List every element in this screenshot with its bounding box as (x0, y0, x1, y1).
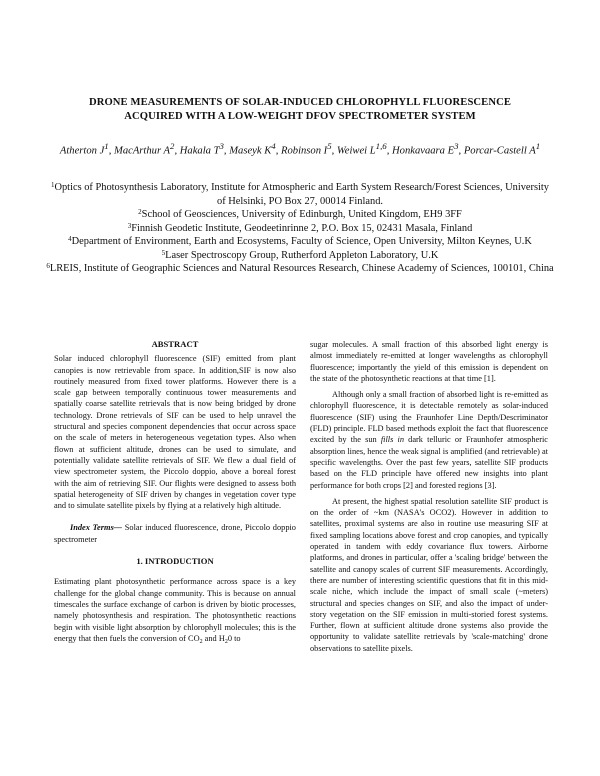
intro-paragraph-3: At present, the highest spatial resolution satellite SIF product is on the order of ~km (NASA's OCO2). However in addition to satellites, proximal systems are also in routine use measuring SIF at fixed sampling locations above forest and crop canopies, and typically operated in tandem with eddy covariance flux towers. Airborne platforms, and drones in particular, offer a 'scaling bridge' between the satellite and canopy scales of current SIF measurements. Accordingly, there are number of interesting scientific questions that fit in this mid-scale niche, which include the impact of small scale (~meters) structural and species changes on SIF, and also the impact of under-story vegetation on the SIF emission in multi-storied forest systems. Further, flown at sufficient altitude drone systems also provide the opportunity to validate satellite retrievals by 'scale-matching' drone observations to satellite pixels. (310, 496, 548, 653)
introduction-heading: 1. INTRODUCTION (136, 556, 214, 567)
author-sup: 1,6 (375, 141, 387, 151)
intro-paragraph-2 (310, 389, 548, 491)
author-sup: 5 (327, 141, 332, 151)
index-terms-text: Solar induced fluorescence, drone, Piccolo doppio spectrometer (54, 523, 296, 544)
title-line-2: ACQUIRED WITH A LOW-WEIGHT DFOV SPECTROMETER SYSTEM (124, 111, 476, 122)
affiliation (46, 235, 554, 249)
affiliation (46, 181, 554, 208)
affiliation-text: Department of Environment, Earth and Ecosystems, Faculty of Science, Open University, Milton Keynes, U.K (71, 236, 532, 247)
intro-paragraph-1 (54, 576, 296, 644)
affiliation-sup: 3 (127, 221, 132, 230)
title-line-1: DRONE MEASUREMENTS OF SOLAR-INDUCED CHLOROPHYLL FLUORESCENCE (88, 97, 512, 108)
intro-p1-text: 0 to (227, 633, 241, 643)
affiliation (46, 208, 554, 222)
affiliation-sup: 6 (46, 262, 50, 270)
abstract-text: Solar induced chlorophyll fluorescence (SIF) emitted from plant canopies is now retrievable from space. In addition,SIF is now also routinely measured from fixed tower platforms. However there is a scale gap between temporally continuous tower measurements and spatially coarse satellite retrievals that is now being bridged by drone technology. Drone retrievals of SIF can be used to help unravel the structural and species component dependencies that occur across space on the scale of meters in heterogeneous vegetation types. Also when flown at sufficient altitude, drones can be used to simulate, and potentially validate satellite retrievals of SIF. We flew a dual field of view spectrometer system, the Piccolo doppio, above a boreal forest with the aim of retrieving SIF. Our flights were designed to assess both spatial heterogeneity of SIF driven by changes in vegetation cover type and to simulate satellite pixels by flying at a relatively high altitude. (54, 354, 296, 511)
right-column (310, 339, 548, 654)
affiliation-sup: 5 (161, 248, 166, 257)
affiliation (46, 249, 554, 263)
intro-paragraph-1-cont: sugar molecules. A small fraction of this absorbed light energy is almost immediately re-emitted at longer wavelengths as chlorophyll fluorescence; importantly the yield of this emission is dependent on the state of the photosynthetic reactions at that time [1]. (310, 340, 548, 383)
author-sup: 1 (104, 141, 109, 151)
affiliation-sup: 4 (68, 235, 72, 243)
affiliation-text: LREIS, Institute of Geographic Sciences and Natural Resources Research, Chinese Academy of Sciences, 100101, China (49, 263, 554, 274)
subscript: 2 (224, 638, 228, 645)
author: Robinson I (281, 145, 328, 157)
abstract-heading: ABSTRACT (151, 339, 199, 349)
paper-title (40, 96, 560, 124)
author-list: Atherton $J^1$, MacArthur $A^2$, Hakala $T^3$, Maseyk $K^4$, Robinson $I^5$, Weiwei L$^{1,6}$, Honkavaara $E^3$, Porcar-Castell $A^1$ (59, 141, 541, 157)
affiliation-text: Optics of Photosynthesis Laboratory, Institute for Atmospheric and Earth System Research/Forest Sciences, University of Helsinki, PO Box 27, 00014 Finland. (54, 182, 550, 207)
author: Atherton J (59, 145, 105, 157)
intro-p1-text: and H (202, 633, 225, 643)
intro-p2-emphasis: fills in (380, 435, 404, 445)
intro-p2-text: Although only a small fraction of absorbed light is re-emitted as chlorophyll fluorescence, it is detectable remotely as solar-induced fluorescence (SIF) using the Fraunhofer Line Depth/Descriminator (FLD) principle. FLD based methods exploit the fact that fluorescence excited by the sun (310, 390, 548, 445)
affiliation-sup: 1 (50, 181, 55, 189)
author-sup: 1 (535, 141, 541, 151)
author: Maseyk K (229, 145, 272, 157)
author: Porcar-Castell A (463, 145, 536, 157)
affiliation-text: Finnish Geodetic Institute, Geodeetinrinne 2, P.O. Box 15, 02431 Masala, Finland (131, 222, 473, 234)
affiliation-list (46, 181, 554, 276)
affiliation (46, 262, 554, 276)
author: MacArthur A (114, 145, 171, 157)
intro-p1-text: Estimating plant photosynthetic performance across space is a key challenge for the global change community. This is because on annual timescales the surface exchange of carbon is driven by biotic processes, namely photosynthesis and respiration. The photosynthetic reactions begin with visible light absorption by chlorophyll molecules; this is the energy that then fuels the conversion of CO (54, 577, 296, 643)
left-column (54, 339, 296, 644)
author-sup: 3 (219, 141, 224, 151)
subscript: 2 (199, 638, 203, 645)
author: Hakala T (179, 145, 220, 157)
affiliation-text: Laser Spectroscopy Group, Rutherford Appleton Laboratory, U.K (165, 249, 439, 261)
author-sup: 2 (170, 141, 175, 151)
affiliation (46, 222, 554, 236)
author-sup: 3 (454, 141, 459, 151)
index-terms-label: Index Terms— (70, 523, 123, 533)
affiliation-text: School of Geosciences, University of Edinburgh, United Kingdom, EH9 3FF (141, 209, 462, 220)
intro-p2-text: dark telluric or Fraunhofer atmospheric absorption lines, hence the weak signal is amplified (and retrievable) at specific wavelengths. Over the past few years, satellite SIF products based on the FLD principle have offered new insights into plant performance for both crops [2] and forested regions [3]. (310, 435, 549, 490)
author-sup: 4 (271, 141, 276, 151)
affiliation-sup: 2 (138, 208, 142, 216)
author: Weiwei L (336, 145, 376, 157)
author: Honkavaara E (392, 145, 455, 157)
index-terms (54, 522, 296, 545)
